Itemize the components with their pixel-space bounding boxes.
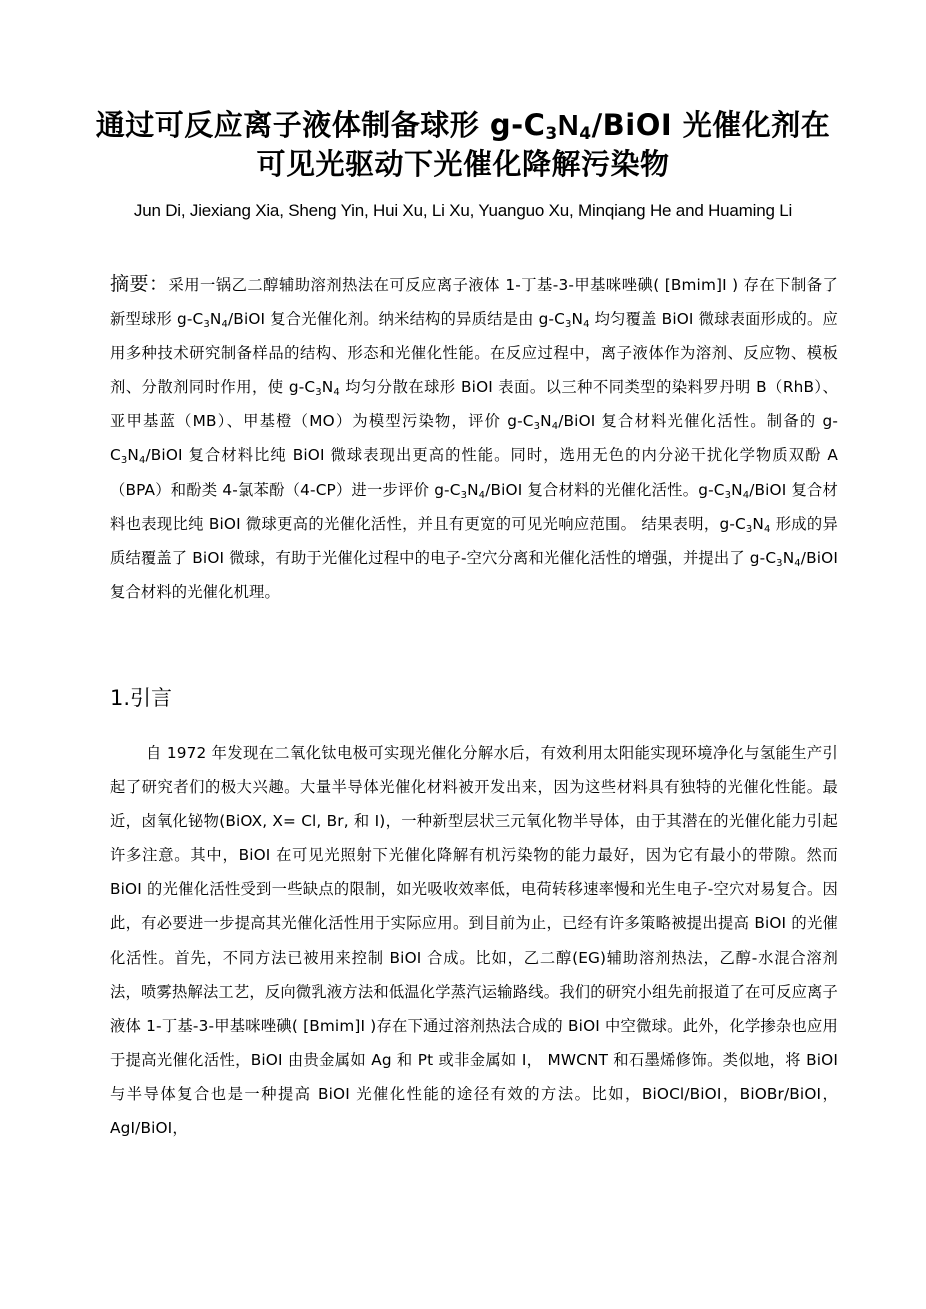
abstract-segment: /BiOI 复合材料的光催化活性。g-C (485, 480, 725, 499)
subscript-3: 3 (460, 489, 468, 501)
abstract-segment: 均匀分散在球形 BiOI 表面。以三种不同类型的染料罗丹明 B（RhB）、亚甲基蓝（MB）、甲基橙（MO）为模型污染物，评价 g-C (110, 378, 839, 431)
formula-n: N (209, 310, 222, 329)
formula-n: N (571, 310, 584, 329)
formula-n: N (127, 446, 139, 465)
subscript-3: 3 (745, 523, 753, 535)
subscript-4: 4 (221, 319, 228, 331)
subscript-4: 4 (764, 523, 771, 535)
subscript-4: 4 (478, 489, 486, 501)
paper-title (90, 106, 836, 183)
subscript-4: 4 (551, 421, 559, 433)
title-subscript-4: 4 (579, 124, 592, 144)
abstract-segment: 采用一锅乙二醇辅助溶剂热法在可反应离子液体 1-丁基-3-甲基咪唑碘( [Bmim]I ) 存在下制备了新型球形 g-C (110, 276, 838, 329)
abstract-segment: 均匀覆盖 BiOI 微球表面形成的。应用多种技术研究制备样品的结构、形态和光催化性能。在反应过程中，离子液体作为溶剂、反应物、模板剂、分散剂同时作用，使 g-C (110, 310, 838, 397)
abstract-segment: /BiOI 复合光催化剂。纳米结构的异质结是由 g-C (228, 310, 565, 329)
subscript-4: 4 (583, 319, 590, 331)
formula-n: N (321, 378, 334, 397)
subscript-3: 3 (203, 319, 210, 331)
subscript-4: 4 (333, 387, 340, 399)
subscript-3: 3 (120, 455, 128, 467)
subscript-4: 4 (794, 557, 801, 569)
subscript-4: 4 (742, 489, 750, 501)
formula-n: N (467, 480, 479, 499)
title-text-part2: /BiOI 光催化剂在可见光驱动下光催化降解污染物 (256, 108, 831, 181)
formula-n: N (731, 480, 743, 499)
section-heading-introduction: 1.引言 (110, 686, 173, 710)
subscript-3: 3 (533, 421, 541, 433)
subscript-4: 4 (138, 455, 146, 467)
formula-n: N (540, 412, 552, 431)
formula-n: N (752, 514, 764, 533)
abstract-segment: /BiOI 复合材料也表现比纯 BiOI 微球更高的光催化活性，并且有更宽的可见光响应范围。 结果表明，g-C (110, 480, 838, 533)
subscript-3: 3 (564, 319, 572, 331)
abstract-segment: /BiOI 复合材料光催化活性。制备的 g-C (110, 412, 838, 465)
formula-n: N (782, 548, 795, 567)
abstract-segment: /BiOI 复合材料的光催化机理。 (110, 548, 838, 601)
abstract-segment: /BiOI 复合材料比纯 BiOI 微球表现出更高的性能。同时，选用无色的内分泌干扰化学物质双酚 A（BPA）和酚类 4-氯苯酚（4-CP）进一步评价 g-C (110, 446, 838, 499)
subscript-3: 3 (724, 489, 732, 501)
abstract-label: 摘要： (110, 273, 169, 295)
title-text-n: N (557, 110, 580, 142)
introduction-paragraph: 自 1972 年发现在二氧化钛电极可实现光催化分解水后，有效利用太阳能实现环境净化与氢能生产引起了研究者们的极大兴趣。大量半导体光催化材料被开发出来，因为这些材料具有独特的光催化性能。最近，卤氧化铋物(BiOX, X= Cl, Br, 和 I)，一种新型层状三元氧化物半导体，由于其潜在的光催化能力引起许多注意。其中，BiOI 在可见光照射下光催化降解有机污染物的能力最好，因为它有最小的带隙。然而 BiOI 的光催化活性受到一些缺点的限制，如光吸收效率低，电荷转移速率慢和光生电子-空穴对易复合。因此，有必要进一步提高其光催化活性用于实际应用。到目前为止，已经有许多策略被提出提高 BiOI 的光催化活性。首先，不同方法已被用来控制 BiOI 合成。比如，乙二醇(EG)辅助溶剂热法，乙醇-水混合溶剂法，喷雾热解法工艺，反向微乳液方法和低温化学蒸汽运输路线。我们的研究小组先前报道了在可反应离子液体 1-丁基-3-甲基咪唑碘( [Bmim]I )存在下通过溶剂热法合成的 BiOI 中空微球。此外，化学掺杂也应用于提高光催化活性，BiOI 由贵金属如 Ag 和 Pt 或非金属如 I， MWCNT 和石墨烯修饰。类似地，将 BiOI 与半导体复合也是一种提高 BiOI 光催化性能的途径有效的方法。比如，BiOCl/BiOI，BiOBr/BiOI，AgI/BiOI， (110, 744, 838, 1138)
abstract-segment: 形成的异质结覆盖了 BiOI 微球，有助于光催化过程中的电子-空穴分离和光催化活性的增强，并提出了 g-C (110, 514, 838, 567)
title-text-part1: 通过可反应离子液体制备球形 g-C (95, 108, 546, 142)
author-list: Jun Di, Jiexiang Xia, Sheng Yin, Hui Xu, Li Xu, Yuanguo Xu, Minqiang He and Huaming Li (133, 201, 793, 220)
abstract-paragraph (110, 267, 838, 609)
subscript-3: 3 (315, 387, 322, 399)
title-subscript-3: 3 (545, 124, 558, 144)
subscript-3: 3 (776, 557, 783, 569)
